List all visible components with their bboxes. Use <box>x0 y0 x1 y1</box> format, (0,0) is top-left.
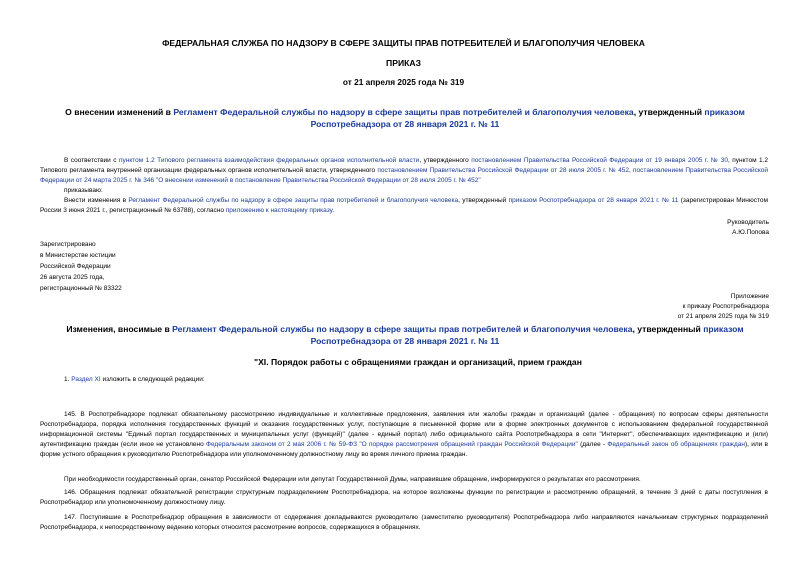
changes-title-middle: , утвержденный <box>632 324 704 334</box>
appendix-line: от 21 апреля 2025 года № 319 <box>677 313 769 320</box>
text-fragment: . <box>332 207 335 214</box>
text-fragment: (зарегистрирован Минюстом России 3 июня 2021 г., регистрационный № 63788), согласно <box>40 197 768 214</box>
link-resolution-452[interactable]: постановлением Правительства Российской Федерации от 28 июля 2005 г. № 452 <box>377 167 630 174</box>
document-title <box>60 106 750 130</box>
paragraph-need: При необходимости государственный орган, сенатор Российской Федерации или депутат Государственной Думы, направившие обращение, информируются о результатах его рассмотрения. <box>64 476 641 483</box>
appendix-block <box>678 292 769 322</box>
title-prefix: О внесении изменений в <box>65 107 174 117</box>
text-fragment: , <box>629 167 634 174</box>
link-appendix[interactable]: приложению к настоящему приказу <box>225 207 333 214</box>
item-number: 1. <box>64 376 72 383</box>
text-fragment: В соответствии с <box>64 157 119 164</box>
signature-block <box>727 218 769 238</box>
changes-title-link-regulation[interactable]: Регламент Федеральной службы по надзору в сфере защиты прав потребителей и благополучия человека <box>172 324 633 334</box>
link-typical-regulation[interactable]: пунктом 1.2 Типового регламента взаимодействия федеральных органов исполнительной власти <box>118 157 420 164</box>
registration-block <box>40 239 122 294</box>
agency-name: ФЕДЕРАЛЬНАЯ СЛУЖБА ПО НАДЗОРУ В СФЕРЕ ЗАЩИТЫ ПРАВ ПОТРЕБИТЕЛЕЙ И БЛАГОПОЛУЧИЯ ЧЕЛОВЕКА <box>162 38 645 48</box>
changes-title-prefix: Изменения, вносимые в <box>66 324 173 334</box>
appendix-line: Приложение <box>730 293 769 300</box>
paragraph-145 <box>40 410 768 460</box>
link-order-11[interactable]: приказом Роспотребнадзора от 28 января 2021 г. № 11 <box>508 197 679 204</box>
text-fragment: 145. В Роспотребнадзоре подлежат обязательному рассмотрению индивидуальные и коллективные предложения, заявления или жалобы граждан и организаций (далее - обращения) по вопросам сферы деятельности Роспотребнадзора, порядка исполнения государственных функций и оказания государственных услуг, поступающие в письменной форме или в форме электронных документов с использованием федеральной государственной информационной системы "Единый портал государственных и муниципальных услуг (функций)" (далее - единый портал) либо официального сайта Роспотребнадзора в сети "Интернет", обеспечивающих идентификацию и (или) аутентификацию граждан (если иное не установлено <box>40 411 768 448</box>
link-federal-law-appeals[interactable]: Федеральный закон об обращениях граждан <box>607 441 745 448</box>
title-link-regulation[interactable]: Регламент Федеральной службы по надзору в сфере защиты прав потребителей и благополучия человека <box>173 107 634 117</box>
registration-line: 26 августа 2025 года, <box>40 274 105 281</box>
text-fragment: ), или в форме устного обращения к руководителю Роспотребнадзора или уполномоченному должностному лицу во время личного приема граждан. <box>40 441 768 458</box>
title-middle: , утвержденный <box>633 107 705 117</box>
preamble-paragraph <box>40 156 768 186</box>
text-fragment: Внести изменения в <box>64 197 129 204</box>
link-section-xi[interactable]: Раздел XI <box>71 376 101 383</box>
registration-line: Российской Федерации <box>40 263 111 270</box>
changes-title <box>60 323 750 347</box>
paragraph-146: 146. Обращения подлежат обязательной регистрации структурным подразделением Роспотребнадзора, на которое возложены функции по регистрации и рассмотрению обращений, в течение 3 дней с даты поступления в Роспотребнадзор или уполномоченному должностному лицу. <box>40 489 768 506</box>
paragraph-147: 147. Поступившие в Роспотребнадзор обращения в зависимости от содержания докладываются руководителю (заместителю руководителя) Роспотребнадзора либо направляются начальникам структурных подразделений Роспотребнадзора, к непосредственному ведению которых относится рассмотрение вопросов, содержащихся в обращениях. <box>40 514 768 531</box>
appendix-line: к приказу Роспотребнадзора <box>682 303 769 310</box>
change-item-1 <box>64 376 205 383</box>
registration-line: регистрационный № 83322 <box>40 285 122 292</box>
link-resolution-346[interactable]: постановлением Правительства Российской Федерации от 24 марта 2025 г. № 346 "О внесении изменений в постановление Правительства Российской Федерации от 28 июля 2005 г. № 452" <box>40 167 769 184</box>
document-date-number: от 21 апреля 2025 года № 319 <box>342 77 465 87</box>
link-resolution-30[interactable]: постановлением Правительства Российской Федерации от 19 января 2005 г. № 30 <box>471 157 729 164</box>
signature-name: А.Ю.Попова <box>732 229 769 236</box>
text-fragment: , утвержденного <box>419 157 472 164</box>
registration-line: Зарегистрировано <box>40 241 96 248</box>
document-type: ПРИКАЗ <box>386 58 421 68</box>
text-fragment: (далее - <box>577 441 608 448</box>
changes-title-link-order[interactable]: приказом Роспотребнадзора от 28 января 2021 г. № 11 <box>310 324 744 346</box>
item-text: изложить в следующей редакции: <box>100 376 205 383</box>
signature-role: Руководитель <box>727 219 769 226</box>
text-fragment: , пунктом 1.2 Типового регламента внутренней организации федеральных органов исполнительной власти, утвержденного <box>40 157 769 174</box>
title-link-order[interactable]: приказом Роспотребнадзора от 28 января 2021 г. № 11 <box>310 107 745 129</box>
text-fragment: , утвержденный <box>458 197 509 204</box>
registration-line: в Министерстве юстиции <box>40 252 116 259</box>
chapter-heading: "XI. Порядок работы с обращениями граждан и организаций, прием граждан <box>254 357 582 367</box>
link-federal-law-59[interactable]: Федеральным законом от 2 мая 2006 г. № 59-ФЗ "О порядке рассмотрения обращений граждан Российской Федерации" <box>206 441 578 448</box>
order-paragraph <box>40 196 768 216</box>
link-regulation[interactable]: Регламент Федеральной службы по надзору в сфере защиты прав потребителей и благополучия человека <box>128 197 459 204</box>
order-word: приказываю: <box>64 187 103 194</box>
